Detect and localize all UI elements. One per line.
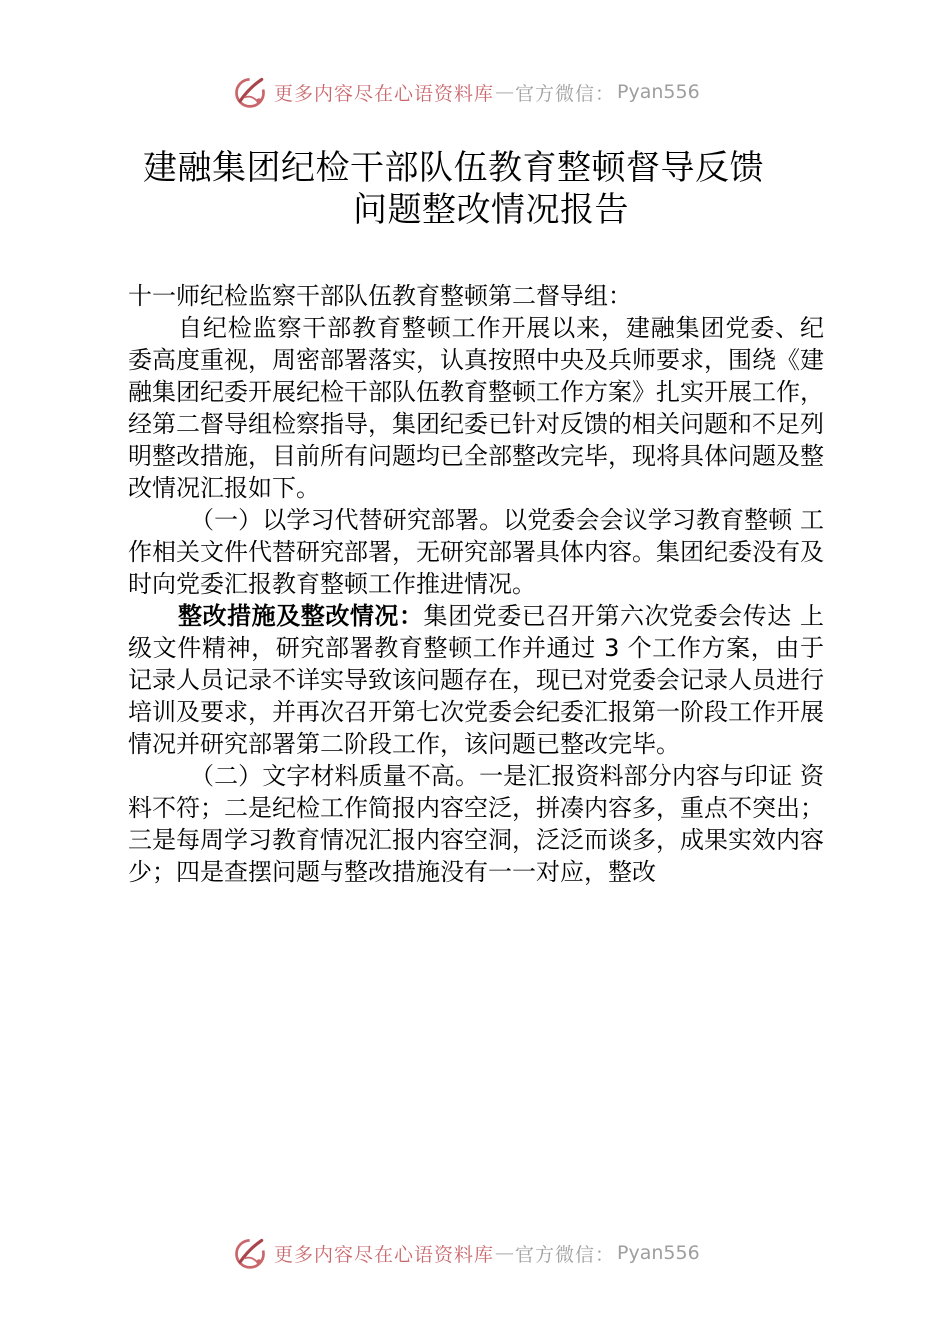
watermark-wechat-id: Pyan556 [617, 1242, 700, 1264]
watermark-wechat-label: 官方微信： [515, 1243, 616, 1266]
measures-label: 整改措施及整改情况： [178, 602, 424, 630]
ink-logo-icon [232, 1235, 268, 1271]
watermark-dash: — [495, 1242, 515, 1264]
watermark-text: 更多内容尽在心语资料库 [274, 82, 495, 105]
ink-logo-icon [232, 74, 268, 110]
header-watermark [232, 72, 700, 112]
watermark-wechat-label: 官方微信： [515, 82, 616, 105]
measures-text: 集团党委已召开第六次党委会传达 上级文件精神，研究部署教育整顿工作并通过 3 个工作方案，由于记录人员记录不详实导致该问题存在，现已对党委会记录人员进行培训及要求，并再次召开第七次党委会纪委汇报第一阶段工作开展情况并研究部署第二阶段工作，该问题已整改完毕。 [128, 602, 824, 758]
item-1-paragraph: （一）以学习代替研究部署。以党委会会议学习教育整顿 工作相关文件代替研究部署，无研究部署具体内容。集团纪委没有及时向党委汇报教育整顿工作推进情况。 [128, 506, 824, 598]
document-title-line1: 建融集团纪检干部队伍教育整顿督导反馈 [143, 148, 764, 188]
watermark-text: 更多内容尽在心语资料库 [274, 1243, 495, 1266]
watermark-wechat-id: Pyan556 [617, 81, 700, 103]
watermark-dash: — [495, 81, 515, 103]
footer-watermark [232, 1233, 700, 1273]
addressee: 十一师纪检监察干部队伍教育整顿第二督导组： [128, 282, 632, 310]
document-body [128, 280, 824, 888]
measures-paragraph [128, 600, 824, 760]
item-2-paragraph: （二）文字材料质量不高。一是汇报资料部分内容与印证 资料不符；二是纪检工作简报内容空泛，拼凑内容多，重点不突出；三是每周学习教育情况汇报内容空洞，泛泛而谈多，成果实效内容少；四是查摆问题与整改措施没有一一对应，整改 [128, 762, 824, 886]
intro-paragraph: 自纪检监察干部教育整顿工作开展以来，建融集团党委、纪委高度重视，周密部署落实，认真按照中央及兵师要求，围绕《建融集团纪委开展纪检干部队伍教育整顿工作方案》扎实开展工作，经第二督导组检察指导，集团纪委已针对反馈的相关问题和不足列明整改措施，目前所有问题均已全部整改完毕，现将具体问题及整改情况汇报如下。 [128, 314, 824, 502]
document-title-line2: 问题整改情况报告 [353, 190, 629, 230]
